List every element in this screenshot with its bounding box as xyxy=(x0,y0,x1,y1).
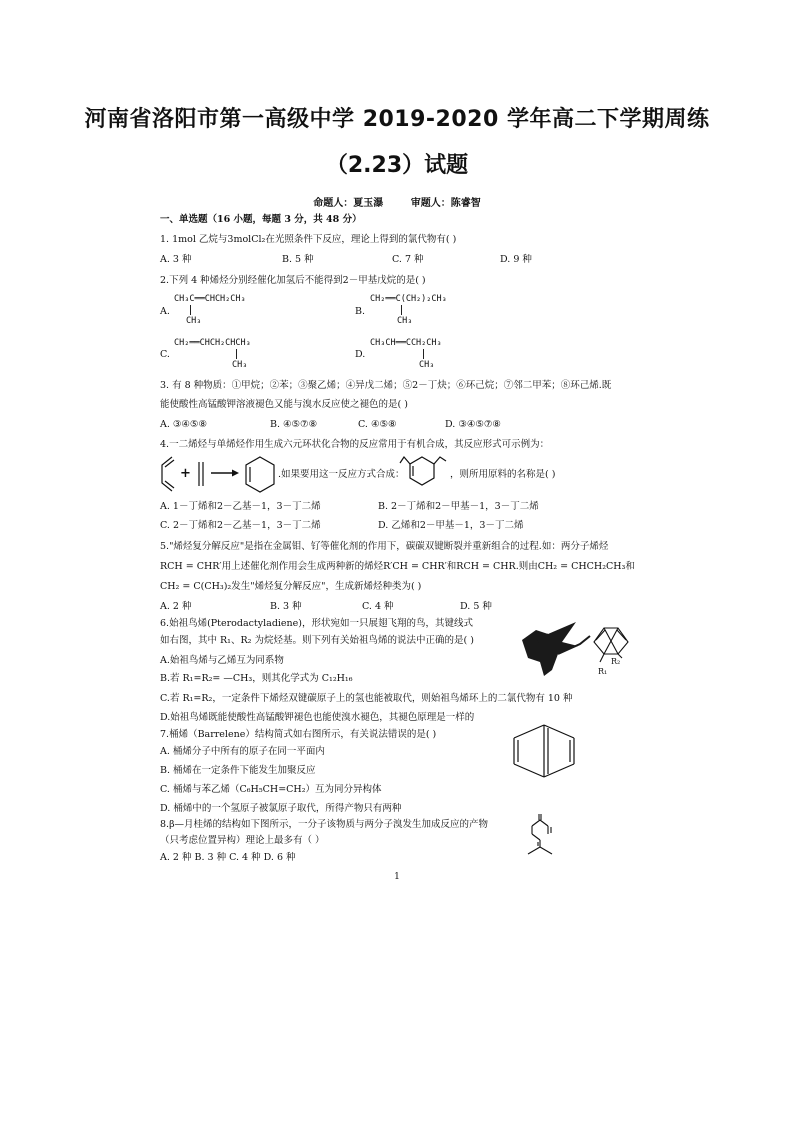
q4-diene-structure xyxy=(158,455,176,493)
question-reviewer: 审题人：陈睿智 xyxy=(410,198,481,209)
beta-myrcene-structure xyxy=(522,812,562,860)
q2-a-branch-bond xyxy=(190,305,191,315)
page-number: 1 xyxy=(394,872,400,882)
q7-option-c: C. 桶烯与苯乙烯（C₆H₅CH=CH₂）互为同分异构体 xyxy=(160,784,382,795)
q5-option-d: D. 5 种 xyxy=(460,601,492,612)
q2-stem: 2.下列 4 种烯烃分别经催化加氢后不能得到2－甲基戊烷的是( ) xyxy=(160,275,426,286)
q4-target-molecule xyxy=(398,449,448,499)
q1-option-a: A. 3 种 xyxy=(160,254,192,265)
q7-stem: 7.桶烯（Barrelene）结构简式如右图所示，有关说法错误的是( ) xyxy=(160,729,437,740)
q2-option-a-formula: CH₃C══CHCH₂CH₃ xyxy=(174,294,246,304)
q4-stem: 4.一二烯烃与单烯烃作用生成六元环状化合物的反应常用于有机合成，其反应形式可示例为： xyxy=(160,439,550,450)
q5-option-a: A. 2 种 xyxy=(160,601,192,612)
q2-option-a-label: A. xyxy=(160,306,170,317)
q6-stem-line2: 如右图，其中 R₁、R₂ 为烷烃基。则下列有关始祖鸟烯的说法中正确的是( ) xyxy=(160,635,474,646)
q5-option-b: B. 3 种 xyxy=(270,601,302,612)
q2-c-branch-bond xyxy=(236,349,237,359)
q6-option-a: A.始祖鸟烯与乙烯互为同系物 xyxy=(160,655,284,666)
q4-cyclohexene-product xyxy=(243,455,277,495)
q7-option-b: B. 桶烯在一定条件下能发生加聚反应 xyxy=(160,765,316,776)
q8-stem-line1: 8.β—月桂烯的结构如下图所示，一分子该物质与两分子溴发生加成反应的产物 xyxy=(160,819,489,830)
q4-middle-text: .如果要用这一反应方式合成： xyxy=(278,469,405,480)
q1-option-b: B. 5 种 xyxy=(282,254,314,265)
q5-stem-line1: 5."烯烃复分解反应"是指在金属钼、钌等催化剂的作用下，碳碳双键断裂并重新组合的过程.如：两分子烯烃 xyxy=(160,541,609,552)
q6-option-d: D.始祖鸟烯既能使酸性高锰酸钾褪色也能使溴水褪色，其褪色原理是一样的 xyxy=(160,712,475,723)
q2-option-b-formula: CH₂══C(CH₂)₂CH₃ xyxy=(370,294,447,304)
q4-option-d: D. 乙烯和2－甲基－1，3－丁二烯 xyxy=(378,520,524,531)
q3-option-d: D. ③④⑤⑦⑧ xyxy=(445,419,501,430)
q4-end-text: ，则所用原料的名称是( ) xyxy=(450,469,556,480)
q6-stem-line1: 6.始祖鸟烯(Pterodactyladiene)，形状宛如一只展翅飞翔的鸟，其键线式 xyxy=(160,618,474,629)
q8-options: A. 2 种 B. 3 种 C. 4 种 D. 6 种 xyxy=(160,852,296,863)
q4-option-a: A. 1－丁烯和2－乙基－1，3－丁二烯 xyxy=(160,501,321,512)
q3-option-b: B. ④⑤⑦⑧ xyxy=(270,419,318,430)
q4-ene-structure xyxy=(196,460,206,488)
q5-option-c: C. 4 种 xyxy=(362,601,394,612)
q5-stem-line2: RCH = CHR′用上述催化剂作用会生成两种新的烯烃R′CH = CHR′和RCH = CHR.则由CH₂ = CHCH₂CH₃和 xyxy=(160,561,635,572)
q2-d-branch-bond xyxy=(423,349,424,359)
q2-option-d-formula: CH₃CH══CCH₂CH₃ xyxy=(370,338,442,348)
q2-option-c-label: C. xyxy=(160,349,170,360)
q2-option-a-branch: CH₃ xyxy=(186,316,202,326)
section-heading: 一、单选题（16 小题，每题 3 分，共 48 分） xyxy=(160,214,362,225)
q3-option-c: C. ④⑤⑧ xyxy=(358,419,397,430)
q4-option-c: C. 2－丁烯和2－乙基－1，3－丁二烯 xyxy=(160,520,321,531)
barrelene-structure xyxy=(508,722,580,780)
q5-stem-line3: CH₂ = C(CH₃)₂发生"烯烃复分解反应"，生成新烯烃种类为( ) xyxy=(160,581,422,592)
q7-option-a: A. 桶烯分子中所有的原子在同一平面内 xyxy=(160,746,325,757)
q6-r1-label: R₁ xyxy=(598,667,608,676)
exam-title-line1: 河南省洛阳市第一高级中学 2019-2020 学年高二下学期周练 xyxy=(84,107,710,132)
q6-option-c: C.若 R₁=R₂，一定条件下烯烃双键碳原子上的氢也能被取代，则始祖鸟烯环上的二氯代物有 10 种 xyxy=(160,693,573,704)
q2-option-c-formula: CH₂══CHCH₂CHCH₃ xyxy=(174,338,251,348)
q4-plus-sign: + xyxy=(180,466,191,481)
q4-reaction-arrow xyxy=(210,468,240,478)
q3-stem-line1: 3. 有 8 种物质：①甲烷；②苯；③聚乙烯；④异戊二烯；⑤2－丁炔；⑥环己烷；⑦邻二甲苯；⑧环己烯.既 xyxy=(160,380,612,391)
q2-option-c-branch: CH₃ xyxy=(232,360,248,370)
exam-title-line2: （2.23）试题 xyxy=(325,153,469,178)
q2-option-b-branch: CH₃ xyxy=(397,316,413,326)
q6-option-b: B.若 R₁=R₂= —CH₃，则其化学式为 C₁₂H₁₆ xyxy=(160,673,353,684)
q1-option-c: C. 7 种 xyxy=(392,254,424,265)
q2-option-d-label: D. xyxy=(355,349,366,360)
q3-stem-line2: 能使酸性高锰酸钾溶液褪色又能与溴水反应使之褪色的是( ) xyxy=(160,399,408,410)
q6-r2-label: R₂ xyxy=(611,657,621,666)
q7-option-d: D. 桶烯中的一个氢原子被氯原子取代，所得产物只有两种 xyxy=(160,803,402,814)
q4-option-b: B. 2－丁烯和2－甲基－1，3－丁二烯 xyxy=(378,501,539,512)
q2-option-d-branch: CH₃ xyxy=(419,360,435,370)
q1-option-d: D. 9 种 xyxy=(500,254,532,265)
author-line xyxy=(0,194,794,209)
q8-stem-line2: （只考虑位置异构）理论上最多有（ ） xyxy=(160,835,325,846)
q2-b-branch-bond xyxy=(401,305,402,315)
q3-option-a: A. ③④⑤⑧ xyxy=(160,419,207,430)
q2-option-b-label: B. xyxy=(355,306,366,317)
question-setter: 命题人：夏玉瀑 xyxy=(313,198,384,209)
q1-stem: 1. 1mol 乙烷与3molCl₂在光照条件下反应，理论上得到的氯代物有( ) xyxy=(160,234,457,245)
